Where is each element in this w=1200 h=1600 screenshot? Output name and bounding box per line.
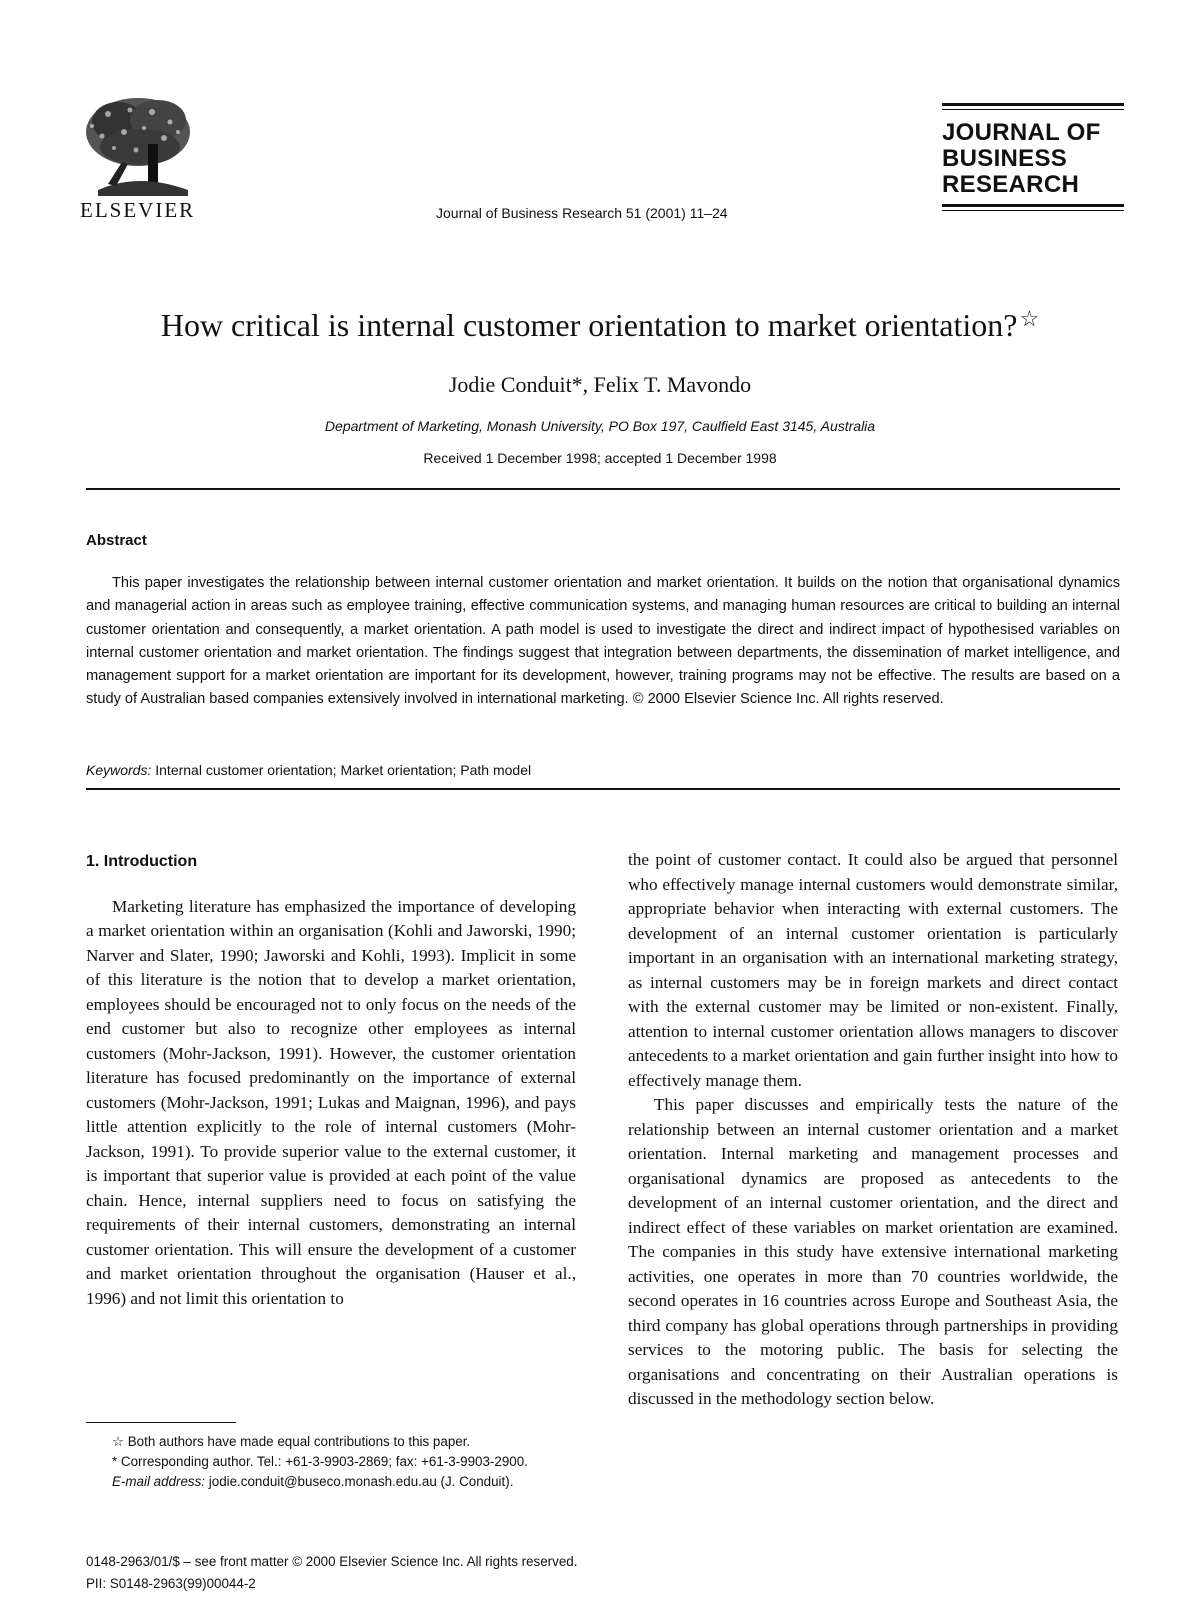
- footnote-corresponding: * Corresponding author. Tel.: +61-3-9903-2869; fax: +61-3-9903-2900.: [112, 1454, 528, 1469]
- keywords-label: Keywords:: [86, 762, 152, 778]
- column-right: [628, 848, 1118, 1412]
- article-title: [0, 306, 1200, 344]
- journal-title-line-3: RESEARCH: [942, 171, 1080, 198]
- keywords: [86, 762, 531, 778]
- keywords-list: Internal customer orientation; Market orientation; Path model: [155, 762, 532, 778]
- tree-logo-icon: [78, 92, 203, 202]
- journal-title-line-2: BUSINESS: [942, 145, 1068, 172]
- footnote-star: ☆ Both authors have made equal contributions to this paper.: [112, 1434, 471, 1449]
- footnotes: [86, 1432, 576, 1492]
- footnote-email: [86, 1472, 576, 1492]
- body-paragraph-2: This paper discusses and empirically tests the nature of the relationship between an internal customer orientation and a market orientation. Internal marketing and management processes and organisational dynamics are proposed as antecedents to the development of an internal customer orientation, and the direct and indirect effect of these variables on market orientation are examined. The companies in this study have extensive international marketing activities, one operates in more than 70 countries worldwide, the second operates in 16 countries across Europe and Southeast Asia, the third company has global operations through partnerships in providing services to the motoring public. The basis for selecting the organisations and concentrating on their Australian operations is discussed in the methodology section below.: [628, 1095, 1118, 1408]
- abstract-heading: Abstract: [86, 532, 147, 549]
- received-dates: Received 1 December 1998; accepted 1 December 1998: [423, 450, 777, 466]
- footnote-divider: [86, 1422, 236, 1423]
- journal-title: [942, 110, 1124, 204]
- pii-line: PII: S0148-2963(99)00044-2: [86, 1576, 256, 1591]
- section-heading-introduction: 1. Introduction: [86, 853, 198, 870]
- divider-bottom: [86, 788, 1120, 790]
- journal-title-line-1: JOURNAL OF: [942, 119, 1101, 146]
- column-left: [86, 850, 576, 1311]
- body-paragraph-1-continued: the point of customer contact. It could also be argued that personnel who effectively manage internal customers would demonstrate similar, appropriate behavior when interacting with external customers. The development of an internal customer orientation is particularly important in an organisation with an international marketing strategy, as internal customers may be in foreign markets and direct contact with the external customer may be limited or non-existent. Finally, attention to internal customer orientation allows managers to discover antecedents to a market orientation and gain further insight into how to effectively manage them.: [628, 850, 1118, 1090]
- email-address: jodie.conduit@buseco.monash.edu.au (J. Conduit).: [208, 1474, 514, 1489]
- journal-citation: Journal of Business Research 51 (2001) 11–24: [436, 205, 728, 221]
- body-paragraph-1: Marketing literature has emphasized the importance of developing a market orientation within an organisation (Kohli and Jaworski, 1990; Narver and Slater, 1990; Jaworski and Kohli, 1993). Implicit in some of this literature is the notion that to develop a market orientation, employees should be encouraged not to only focus on the needs of the end customer but also to recognize other employees as internal customers (Mohr-Jackson, 1991). However, the customer orientation literature has focused predominantly on the importance of external customers (Mohr-Jackson, 1991; Lukas and Maignan, 1996), and pays little attention explicitly to the role of internal customers (Mohr-Jackson, 1991). To provide superior value to the external customer, it is important that superior value is provided at each point of the value chain. Hence, internal suppliers need to focus on satisfying the requirements of their internal customers, demonstrating an internal customer orientation. This will ensure the development of a customer and market orientation throughout the organisation (Hauser et al., 1996) and not limit this orientation to: [86, 896, 576, 1308]
- title-footnote-star-icon: ☆: [1019, 306, 1040, 331]
- masthead-rule-bottom: [942, 204, 1124, 207]
- masthead-rule-bottom-thin: [942, 210, 1124, 211]
- publication-info: [86, 1551, 577, 1595]
- divider-top: [86, 488, 1120, 490]
- email-label: E-mail address:: [112, 1474, 206, 1489]
- journal-masthead: [942, 103, 1124, 211]
- publisher-name: ELSEVIER: [80, 198, 196, 222]
- masthead-rule-top: [942, 103, 1124, 106]
- article-title-text: How critical is internal customer orientation to market orientation?: [160, 307, 1018, 343]
- author-affiliation: Department of Marketing, Monash University, PO Box 197, Caulfield East 3145, Australia: [324, 418, 876, 434]
- article-authors: Jodie Conduit*, Felix T. Mavondo: [448, 372, 752, 397]
- issn-line: 0148-2963/01/$ – see front matter © 2000 Elsevier Science Inc. All rights reserved.: [86, 1554, 578, 1569]
- abstract-text: This paper investigates the relationship between internal customer orientation and market orientation. It builds on the notion that organisational dynamics and managerial action in areas such as employee training, effective communication systems, and managing human resources are critical to building an internal customer orientation and consequently, a market orientation. A path model is used to investigate the direct and indirect impact of hypothesised variables on internal customer orientation and market orientation. The findings suggest that integration between departments, the dissemination of market intelligence, and management support for a market orientation are important for its development, however, training programs may not be effective. The results are based on a study of Australian based companies extensively involved in international marketing. © 2000 Elsevier Science Inc. All rights reserved.: [86, 575, 1120, 708]
- abstract-body: [86, 572, 1120, 712]
